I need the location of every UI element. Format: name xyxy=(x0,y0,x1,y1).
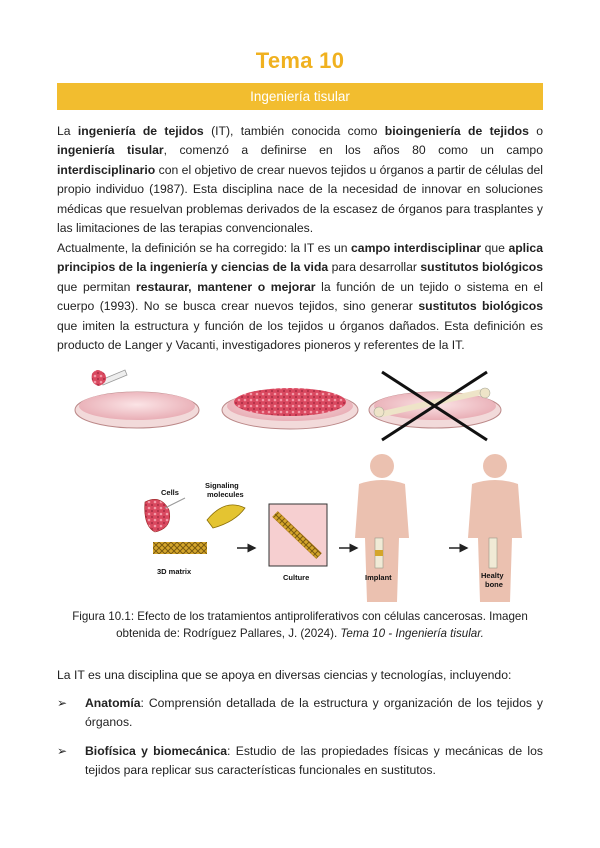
paragraph-definition: La ingeniería de tejidos (IT), también conocida como bioingeniería de tejidos o ingeniería tisular, comenzó a definirse en los años 80 como un campo interdisciplinario con el objetivo de crear nuevos tejidos u órganos a partir de células del propio individuo (1987). Esta disciplina nace de la necesidad de innovar en soluciones médicas que resuelvan problemas derivados de la escasez de órganos para trasplantes y las limitaciones de las terapias convencionales. xyxy=(57,124,543,236)
figure-illustration xyxy=(57,362,543,602)
label-cells: Cells xyxy=(161,488,179,497)
disciplines-list xyxy=(57,694,543,790)
figure-caption: Figura 10.1: Efecto de los tratamientos antiproliferativos con células cancerosas. Imagen obtenida de: Rodríguez Pallares, J. (2024). Tema 10 - Ingeniería tisular. xyxy=(72,610,528,640)
page-title: Tema 10 xyxy=(255,48,345,73)
paragraph-current-definition: Actualmente, la definición se ha corregido: la IT es un campo interdisciplinar que aplica principios de la ingeniería y ciencias de la vida para desarrollar sustitutos biológicos que permitan restaurar, mantener o mejorar la función de un tejido o sistema en el cuerpo (1993). No se busca crear nuevos tejidos, sino generar sustitutos biológicos que imiten la estructura y función de los tejidos u órganos dañados. Esta definición es producto de Langer y Vacanti, investigadores pioneros y referentes de la IT. xyxy=(57,241,543,353)
3d-matrix-icon xyxy=(153,542,207,554)
arrow-bullet-icon: ➢ xyxy=(57,743,68,758)
label-bone: bone xyxy=(485,580,503,589)
label-molecules: molecules xyxy=(207,490,244,499)
label-healthy: Healty xyxy=(481,571,504,580)
cells-icon xyxy=(145,498,185,532)
dish-tissue-icon xyxy=(222,388,358,429)
list-item: ➢ Anatomía: Comprensión detallada de la estructura y organización de los tejidos y órganos. xyxy=(57,696,543,730)
dish-crossed-bone-icon xyxy=(369,372,501,440)
tissue-engineering-figure xyxy=(57,362,543,602)
list-item: ➢ Biofísica y biomecánica: Estudio de las propiedades físicas y mecánicas de los tejidos para replicar sus características funcionales en sustitutos. xyxy=(57,743,543,778)
arrow-bullet-icon: ➢ xyxy=(57,696,68,710)
culture-vessel-icon xyxy=(269,504,327,566)
label-3d-matrix: 3D matrix xyxy=(157,567,192,576)
label-implant: Implant xyxy=(365,573,392,582)
list-intro: La IT es una disciplina que se apoya en diversas ciencias y tecnologías, incluyendo: xyxy=(57,668,512,682)
healthy-bone-icon xyxy=(489,538,497,568)
label-culture: Culture xyxy=(283,573,310,582)
label-signaling: Signaling xyxy=(205,481,239,490)
dish-seeding-icon xyxy=(75,370,199,428)
implant-bone-icon xyxy=(375,538,383,568)
section-banner: Ingeniería tisular xyxy=(57,83,543,110)
signaling-molecules-icon xyxy=(207,505,245,528)
